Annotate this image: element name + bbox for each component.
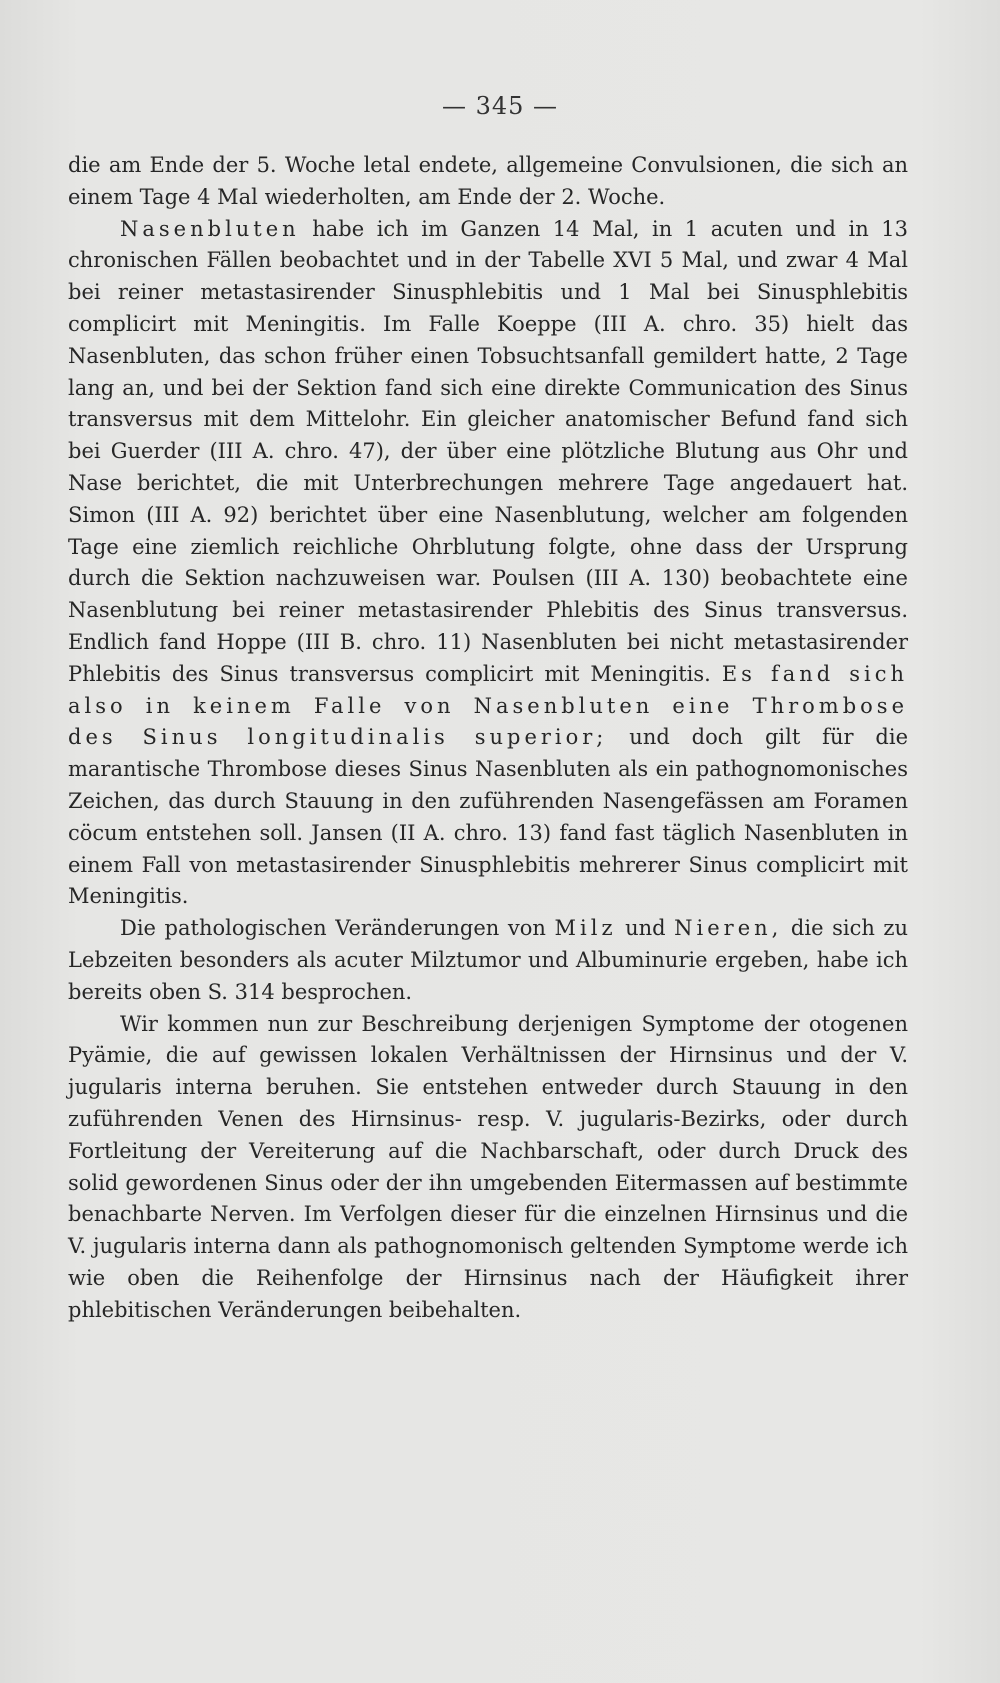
spaced-term-nasenbluten: Nasenbluten — [120, 216, 300, 241]
text-run: Wir kommen nun zur Beschreibung derjenigen Symptome der otogenen Pyämie, die auf gewissen lokalen Verhältnissen der Hirnsinus und der V. jugularis interna beruhen. Sie entstehen entweder durch Stauung in den zuführenden Venen des Hirnsinus- resp. V. jugularis-Bezirks, oder durch Fortleitung der Vereiterung auf die Nachbarschaft, oder durch Druck des solid gewordenen Sinus oder der ihn umgebenden Eitermassen auf bestimmte benachbarte Nerven. Im Verfolgen dieser für die einzelnen Hirnsinus und die V. jugularis interna dann als pathognomonisch geltenden Symptome werde ich wie oben die Reihenfolge der Hirnsinus nach der Häufigkeit ihrer phlebitischen Veränderungen beibehalten. — [68, 1011, 908, 1322]
paragraph-continuation — [68, 150, 908, 214]
spaced-emphasis-sentence: Es fand sich also in keinem Falle von Nasenbluten eine Thrombose des Sinus longitudinalis superior; — [68, 661, 908, 750]
text-run: Die pathologischen Veränderungen von — [120, 916, 555, 941]
text-run: die sich zu Lebzeiten besonders als acuter Milztumor und Albuminurie ergeben, habe ich bereits oben S. 314 besprochen. — [68, 916, 909, 1004]
text-run: habe ich im Ganzen 14 Mal, in 1 acuten und in 13 chronischen Fällen beobachtet und in der Tabelle XVI 5 Mal, und zwar 4 Mal bei reiner metastasirender Sinusphlebitis und 1 Mal bei Sinusphlebitis complicirt mit Meningitis. Im Falle Koeppe (III A. chro. 35) hielt das Nasenbluten, das schon früher einen Tobsuchtsanfall gemildert hatte, 2 Tage lang an, und bei der Sektion fand sich eine direkte Communication des Sinus transversus mit dem Mittelohr. Ein gleicher anatomischer Befund fand sich bei Guerder (III A. chro. 47), der über eine plötzliche Blutung aus Ohr und Nase berichtet, die mit Unterbrechungen mehrere Tage angedauert hat. Simon (III A. 92) berichtet über eine Nasenblutung, welcher am folgenden Tage eine ziemlich reichliche Ohrblutung folgte, ohne dass der Ursprung durch die Sektion nachzuweisen war. Poulsen (III A. 130) beobachtete eine Nasenblutung bei reiner metastasirender Phlebitis des Sinus transversus. Endlich fand Hoppe (III B. chro. 11) Nasenbluten bei nicht metastasirender Phlebitis des Sinus transversus complicirt mit Meningitis. — [68, 216, 908, 686]
spaced-term-nieren: Nieren, — [674, 916, 783, 941]
paragraph-milz-nieren — [68, 913, 908, 1008]
paragraph-symptome — [68, 1009, 908, 1327]
text-run: und — [616, 916, 675, 941]
page-number: — 345 — — [441, 92, 559, 120]
text-run: und doch gilt für die marantische Thrombose dieses Sinus Nasenbluten als ein pathognomonisches Zeichen, das durch Stauung in den zuführenden Nasengefässen am Foramen cöcum entstehen soll. Jansen (II A. chro. 13) fand fast täglich Nasenbluten in einem Fall von metastasirender Sinusphlebitis mehrerer Sinus complicirt mit Meningitis. — [68, 725, 908, 909]
paragraph-nasenbluten — [68, 214, 908, 914]
text-run: die am Ende der 5. Woche letal endete, allgemeine Convulsionen, die sich an einem Tage 4 Mal wiederholten, am Ende der 2. Woche. — [68, 153, 908, 209]
body-text — [68, 150, 908, 1326]
spaced-term-milz: Milz — [554, 916, 617, 941]
